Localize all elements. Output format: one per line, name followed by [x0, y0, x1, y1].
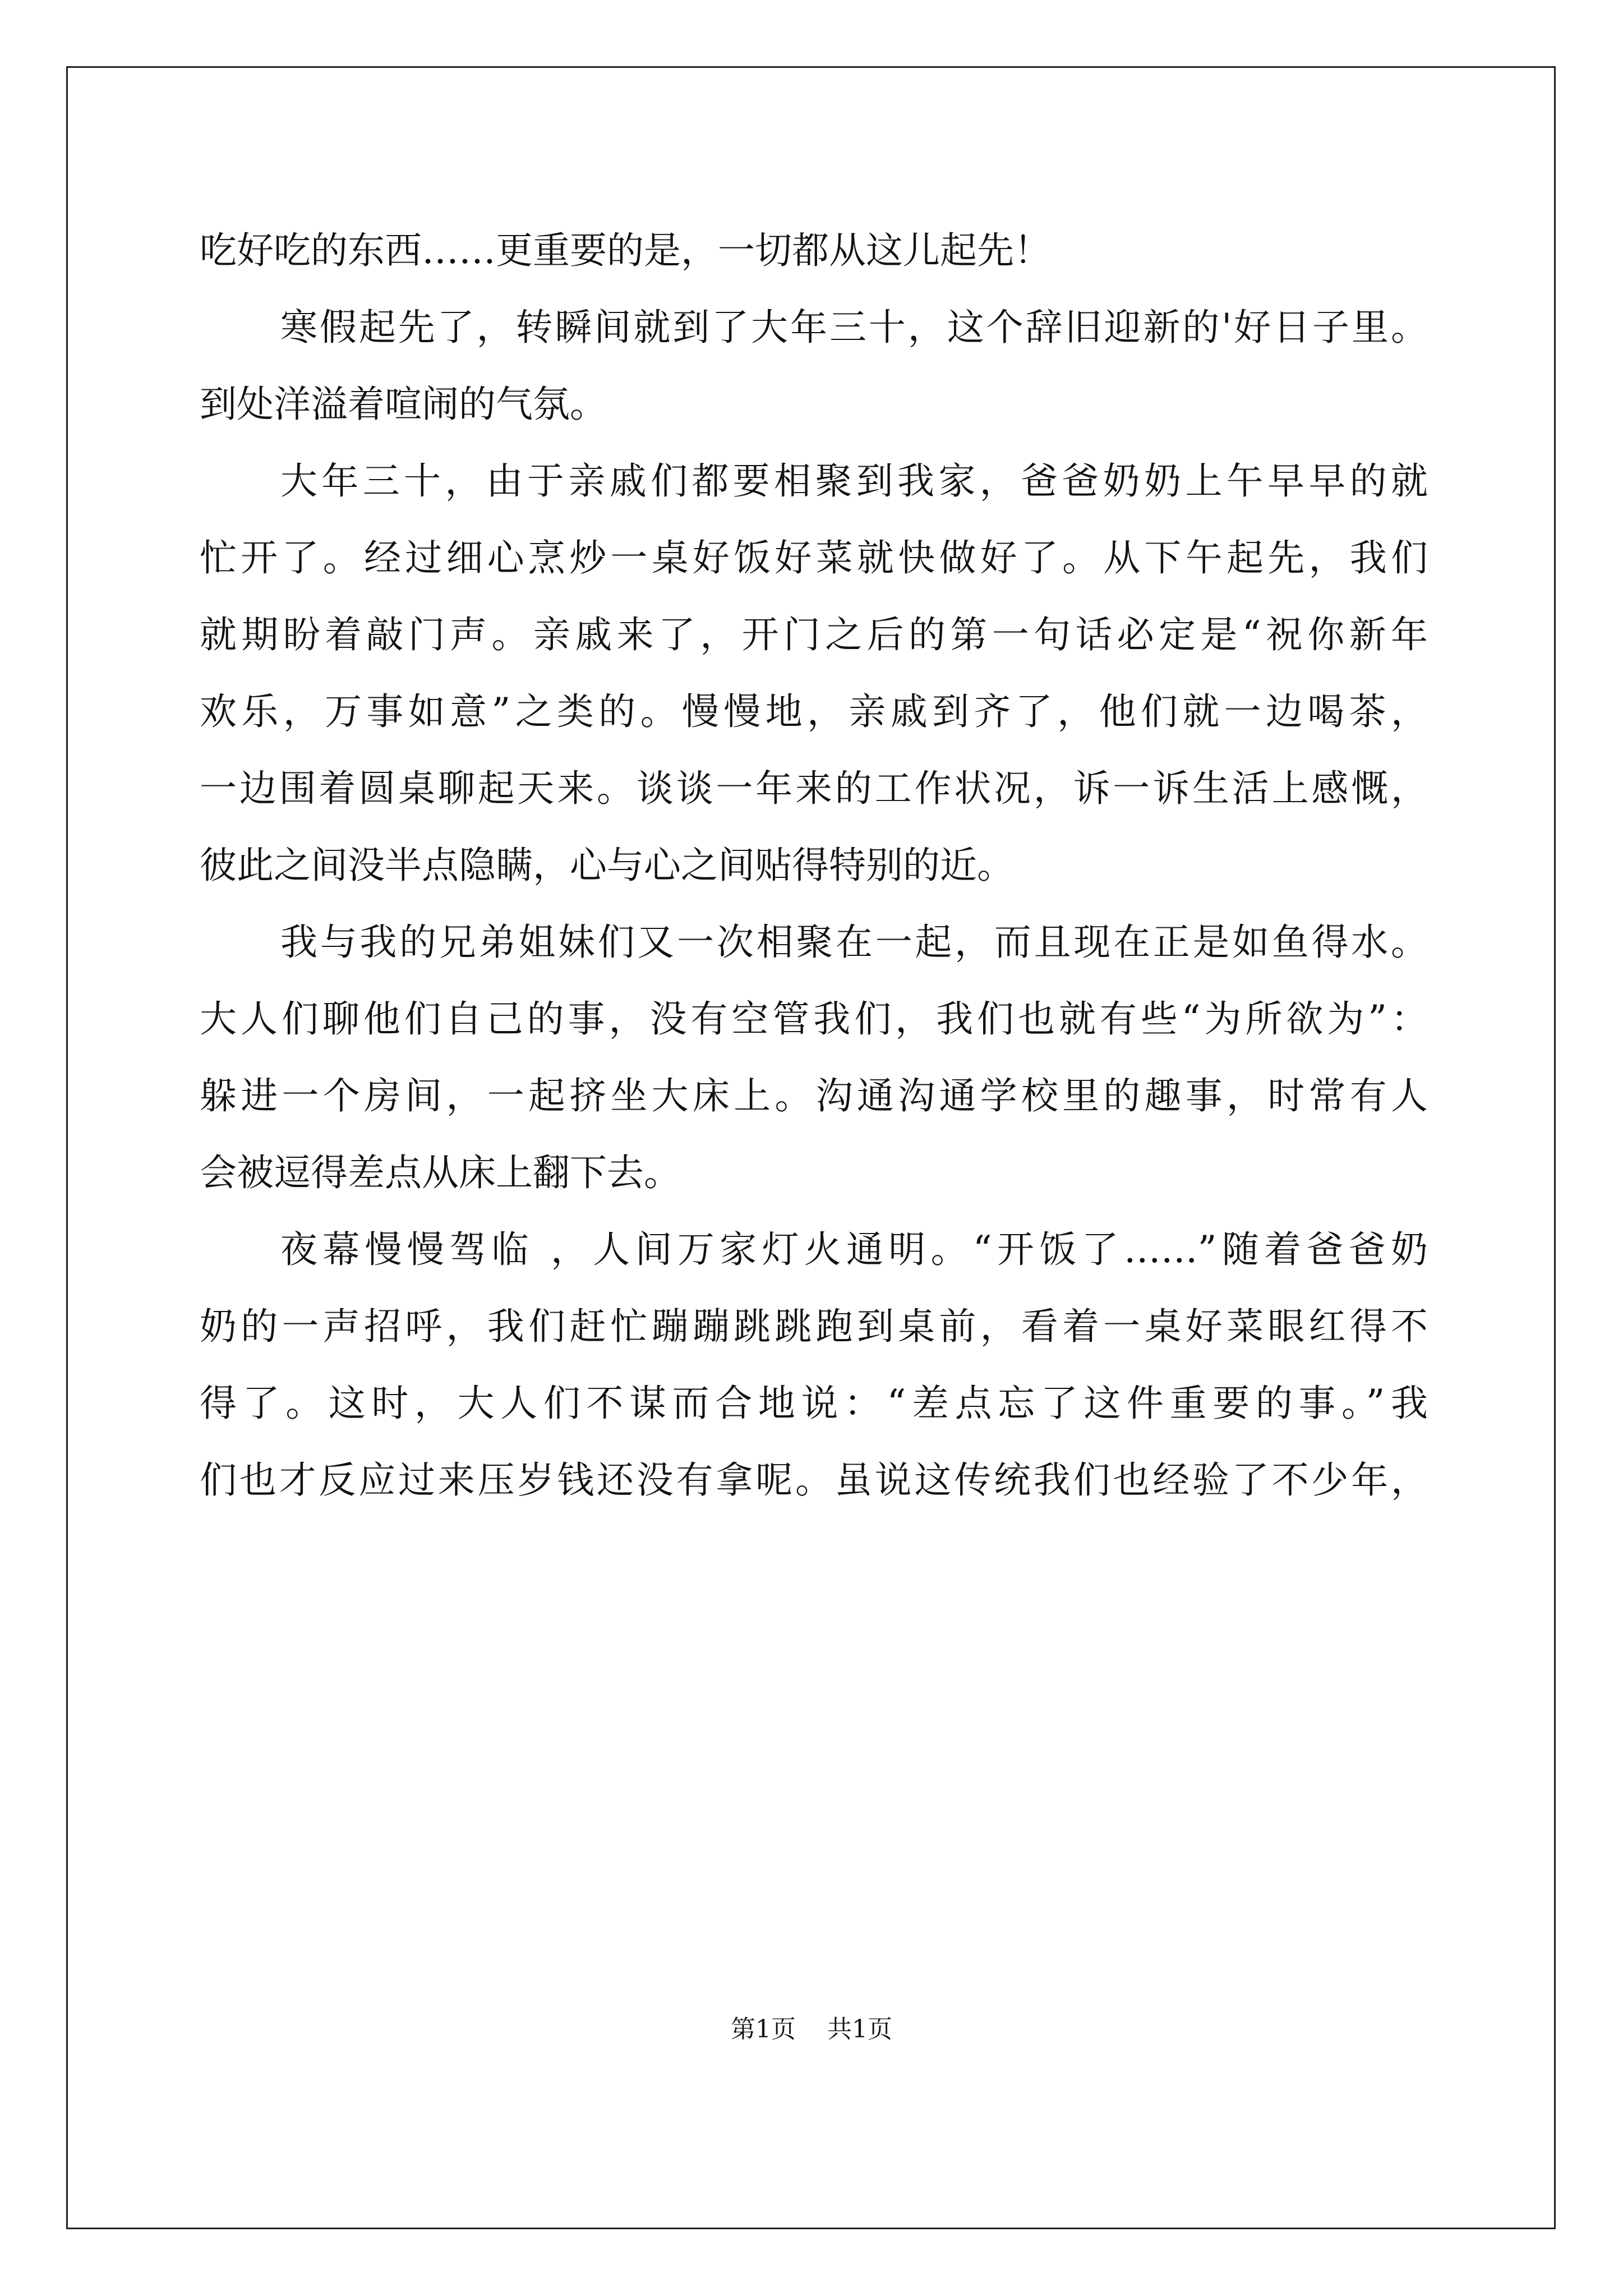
text-line: 大年三十，由于亲戚们都要相聚到我家，爸爸奶奶上午早早的就: [280, 459, 1428, 503]
paragraph: [200, 289, 1428, 443]
paragraph: [200, 1211, 1428, 1519]
text-line: 忙开了。经过细心烹炒一桌好饭好菜就快做好了。从下午起先，我们: [200, 536, 1428, 579]
text-line: 得了。这时，大人们不谋而合地说：“差点忘了这件重要的事。”我: [200, 1382, 1428, 1425]
text-line: 一边围着圆桌聊起天来。谈谈一年来的工作状况，诉一诉生活上感慨，: [200, 767, 1428, 810]
document-body: [200, 212, 1428, 1519]
paragraph: [200, 212, 1428, 289]
text-line: 吃好吃的东西……更重要的是，一切都从这儿起先！: [200, 229, 1051, 272]
text-line: 我与我的兄弟姐妹们又一次相聚在一起，而且现在正是如鱼得水。: [280, 921, 1428, 964]
text-line: 躲进一个房间，一起挤坐大床上。沟通沟通学校里的趣事，时常有人: [200, 1074, 1428, 1117]
text-line: 大人们聊他们自己的事，没有空管我们，我们也就有些“为所欲为”：: [200, 997, 1428, 1041]
paragraph: [200, 443, 1428, 904]
text-line: 寒假起先了，转瞬间就到了大年三十，这个辞旧迎新的'好日子里。: [280, 306, 1428, 349]
text-line: 会被逗得差点从床上翻下去。: [200, 1151, 681, 1194]
paragraph: [200, 904, 1428, 1211]
text-line: 奶的一声招呼，我们赶忙蹦蹦跳跳跑到桌前，看着一桌好菜眼红得不: [200, 1305, 1428, 1348]
text-line: 夜幕慢慢驾临 ，人间万家灯火通明。“开饭了……”随着爸爸奶: [280, 1228, 1428, 1271]
text-line: 欢乐，万事如意”之类的。慢慢地，亲戚到齐了，他们就一边喝茶，: [200, 690, 1428, 733]
page-number-footer: 第1页 共1页: [731, 2015, 892, 2044]
text-line: 彼此之间没半点隐瞒，心与心之间贴得特别的近。: [200, 844, 1014, 887]
text-line: 们也才反应过来压岁钱还没有拿呢。虽说这传统我们也经验了不少年，: [200, 1458, 1428, 1502]
text-line: 就期盼着敲门声。亲戚来了，开门之后的第一句话必定是“祝你新年: [200, 613, 1428, 656]
text-line: 到处洋溢着喧闹的气氛。: [200, 383, 607, 426]
